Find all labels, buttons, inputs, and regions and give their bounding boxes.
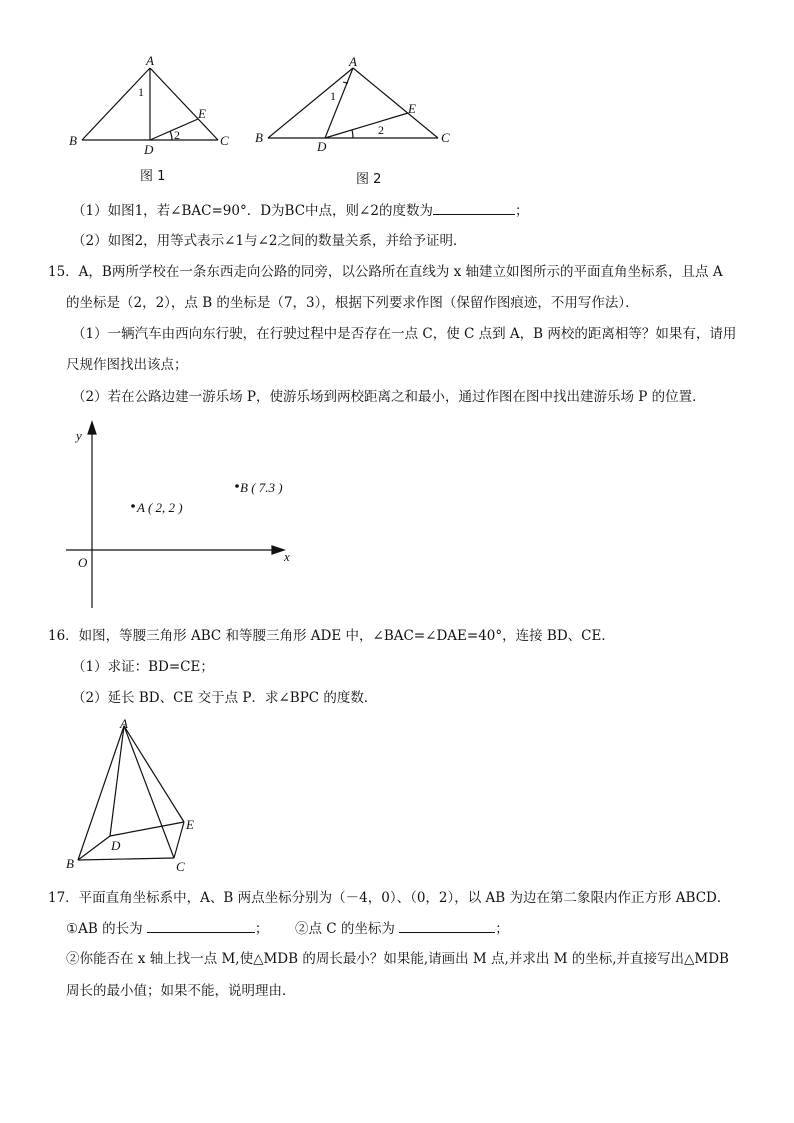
q16-seg-AD — [110, 726, 124, 836]
q14-answer-blank-1[interactable] — [433, 200, 515, 215]
y-axis-arrow — [88, 422, 96, 434]
q15-line2: 的坐标是（2，2），点 B 的坐标是（7，3），根据下列要求作图（保留作图痕迹，不用写作法）． — [66, 295, 639, 311]
x-axis-label: x — [284, 549, 290, 564]
q14-part1 — [72, 200, 528, 221]
fig2-label-A: A — [349, 54, 357, 69]
origin-label: O — [78, 555, 88, 570]
fig2-angle-2: 2 — [378, 123, 384, 137]
fig2-caption: 图 2 — [356, 172, 382, 187]
q16-part1: （1）求证：BD=CE； — [72, 659, 214, 675]
fig2-label-D: D — [317, 139, 327, 154]
q15-coordinate-graph — [60, 420, 310, 615]
q16-seg-AC — [124, 726, 174, 858]
q17-item2-text: ②点 C 的坐标为 — [294, 921, 395, 937]
point-B-dot — [235, 484, 239, 488]
figure-1 — [60, 50, 250, 190]
fig2-seg-AB — [268, 68, 353, 138]
q16-label-D: D — [111, 838, 121, 853]
y-axis-label: y — [76, 428, 82, 443]
fig1-label-D: D — [144, 142, 154, 157]
fig2-seg-DE — [325, 113, 408, 138]
q17-items-1-2 — [66, 918, 509, 939]
fig1-label-B: B — [69, 133, 77, 148]
q15-part2: （2）若在公路边建一游乐场 P，使游乐场到两校距离之和最小，通过作图在图中找出建游乐场 P 的位置． — [72, 389, 706, 405]
point-A-label: A ( 2, 2 ) — [137, 500, 183, 515]
q14-part2: （2）如图2，用等式表示∠1与∠2之间的数量关系，并给予证明． — [72, 233, 467, 249]
q16-seg-DE — [110, 822, 184, 836]
fig2-angle-2-arc — [352, 130, 353, 138]
q17-item2-end: ； — [495, 921, 509, 937]
fig1-angle-1: 1 — [138, 85, 144, 99]
q16-label-B: B — [66, 856, 74, 871]
fig1-label-C: C — [220, 133, 229, 148]
q15-part1-line1: （1）一辆汽车由西向东行驶，在行驶过程中是否存在一点 C，使 C 点到 A，B 两校的距离相等？如果有，请用 — [72, 326, 737, 342]
figure-2 — [250, 50, 460, 195]
q17-answer-blank-ab[interactable] — [147, 918, 255, 933]
fig2-label-C: C — [441, 130, 450, 145]
q16-seg-AE — [124, 726, 184, 822]
q17-item1-sep: ； — [254, 921, 269, 937]
q16-line1: 16．如图，等腰三角形 ABC 和等腰三角形 ADE 中，∠BAC=∠DAE=40°，连接 BD、CE． — [48, 628, 615, 644]
fig2-seg-AD — [325, 68, 353, 138]
q16-part2: （2）延长 BD、CE 交于点 P．求∠BPC 的度数． — [72, 690, 378, 706]
q17-item3-line1: ②你能否在 x 轴上找一点 M,使△MDB 的周长最小？如果能,请画出 M 点,并求出 M 的坐标,并直接写出△MDB — [66, 951, 729, 967]
fig2-seg-AC — [353, 68, 438, 138]
fig1-label-A: A — [146, 53, 154, 68]
q16-label-E: E — [186, 817, 194, 832]
fig1-seg-AB — [82, 68, 150, 140]
q14-part1-end: ； — [514, 203, 529, 219]
q15-line1: 15．A，B两所学校在一条东西走向公路的同旁，以公路所在直线为 x 轴建立如图所示的平面直角坐标系，且点 A — [48, 264, 723, 280]
q16-seg-BC — [78, 858, 174, 860]
q14-part1-text: （1）如图1，若∠BAC=90°．D为BC中点，则∠2的度数为 — [72, 203, 433, 219]
fig2-angle-1: 1 — [330, 89, 336, 103]
q16-seg-CE — [174, 822, 184, 858]
q17-item3-line2: 周长的最小值；如果不能，说明理由． — [66, 983, 296, 999]
q15-part1-line2: 尺规作图找出该点； — [66, 357, 188, 373]
q16-figure — [60, 718, 210, 878]
fig2-label-E: E — [408, 101, 416, 116]
point-B-label: B ( 7.3 ) — [240, 480, 283, 495]
x-axis-arrow — [272, 546, 284, 554]
q16-label-A: A — [120, 718, 128, 731]
q17-answer-blank-c[interactable] — [399, 918, 495, 933]
q16-seg-BD — [78, 836, 110, 860]
fig1-seg-AC — [150, 68, 218, 140]
fig1-caption: 图 1 — [140, 169, 166, 184]
q17-line1: 17．平面直角坐标系中，A、B 两点坐标分别为（－4，0）、（0，2），以 AB 为边在第二象限内作正方形 ABCD． — [48, 890, 731, 906]
fig1-label-E: E — [198, 106, 206, 121]
fig1-angle-2-arc — [170, 131, 172, 140]
q17-item1-text: ①AB 的长为 — [66, 921, 143, 937]
fig1-angle-2: 2 — [174, 128, 180, 142]
point-A-dot — [131, 504, 135, 508]
q16-label-C: C — [176, 859, 185, 874]
fig2-label-B: B — [255, 130, 263, 145]
